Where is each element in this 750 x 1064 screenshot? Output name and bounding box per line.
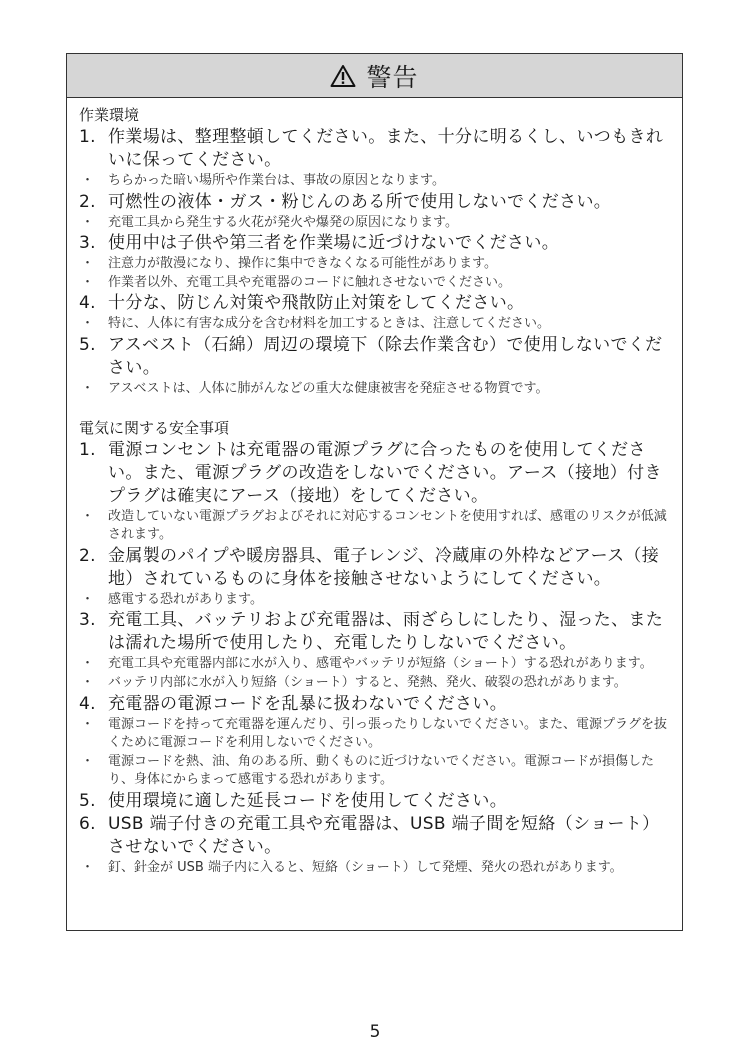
- item-note: [79, 508, 672, 545]
- item-note: [79, 274, 672, 293]
- section-title: 電気に関する安全事項: [79, 418, 230, 437]
- item-number: 3.: [79, 233, 96, 254]
- note-bullet: ・: [81, 716, 95, 732]
- note-text: バッテリ内部に水が入り短絡（ショート）すると、発熱、発火、破裂の恐れがあります。: [108, 674, 627, 690]
- note-text: 充電工具や充電器内部に水が入り、感電やバッテリが短絡（ショート）する恐れがあります。: [108, 656, 653, 672]
- item-note: [79, 255, 672, 274]
- item-number: 5.: [79, 790, 96, 811]
- item-number: 4.: [79, 293, 96, 314]
- item-text: 使用環境に適した延長コードを使用してください。: [108, 790, 508, 811]
- note-bullet: ・: [81, 656, 95, 672]
- note-text: 感電する恐れがあります。: [108, 591, 263, 607]
- note-text: 作業者以外、充電工具や充電器のコードに触れさせないでください。: [108, 274, 512, 290]
- note-bullet: ・: [81, 508, 95, 524]
- item-number: 5.: [79, 334, 96, 355]
- section-title: 作業環境: [79, 106, 140, 124]
- note-text: 充電工具から発生する火花が発火や爆発の原因になります。: [108, 214, 458, 230]
- item-text: 充電工具、バッテリおよび充電器は、雨ざらしにしたり、湿った、または濡れた場所で使用したり、充電したりしないでください。: [108, 610, 664, 654]
- warning-title: 警告: [366, 62, 419, 92]
- note-text: 電源コードを持って充電器を運んだり、引っ張ったりしないでください。また、電源プラグを抜くために電源コードを利用しないでください。: [108, 716, 668, 751]
- item-text: 十分な、防じん対策や飛散防止対策をしてください。: [108, 293, 525, 314]
- note-bullet: ・: [81, 256, 95, 272]
- item-number: 1.: [79, 439, 96, 460]
- warning-item: [79, 126, 672, 172]
- note-bullet: ・: [81, 274, 95, 290]
- item-note: [79, 753, 672, 790]
- warning-header: [67, 54, 682, 98]
- note-bullet: ・: [81, 753, 95, 769]
- note-text: ちらかった暗い場所や作業台は、事故の原因となります。: [108, 173, 445, 188]
- page-number: 5: [369, 1022, 381, 1042]
- warning-content: [67, 98, 682, 878]
- item-number: 1.: [79, 127, 96, 147]
- item-text: 金属製のパイプや暖房器具、電子レンジ、冷蔵庫の外枠などアース（接地）されているものに身体を接触させないようにしてください。: [108, 545, 660, 589]
- warning-item: [79, 232, 672, 255]
- section: [79, 418, 672, 878]
- item-text: 充電器の電源コードを乱暴に扱わないでください。: [108, 693, 508, 714]
- warning-item: [79, 693, 672, 716]
- item-note: [79, 315, 672, 334]
- warning-item: [79, 609, 672, 655]
- warning-item: [79, 191, 672, 214]
- note-bullet: ・: [81, 859, 95, 875]
- note-text: 電源コードを熱、油、角のある所、動くものに近づけないでください。電源コードが損傷したり、身体にからまって感電する恐れがあります。: [108, 753, 655, 788]
- warning-box: [66, 53, 683, 931]
- note-text: 特に、人体に有害な成分を含む材料を加工するときは、注意してください。: [108, 316, 551, 332]
- item-text: 作業場は、整理整頓してください。また、十分に明るくし、いつもきれいに保ってください。: [108, 127, 664, 170]
- note-bullet: ・: [81, 591, 95, 607]
- item-number: 4.: [79, 693, 96, 714]
- item-note: [79, 674, 672, 693]
- note-bullet: ・: [81, 380, 95, 396]
- note-text: 改造していない電源プラグおよびそれに対応するコンセントを使用すれば、感電のリスクが低減されます。: [108, 508, 667, 543]
- note-text: 釘、針金が USB 端子内に入ると、短絡（ショート）して発煙、発火の恐れがあります。: [108, 859, 623, 875]
- note-text: 注意力が散漫になり、操作に集中できなくなる可能性があります。: [108, 256, 497, 272]
- item-text: USB 端子付きの充電工具や充電器は、USB 端子間を短絡（ショート）させないでください。: [108, 813, 660, 857]
- item-number: 3.: [79, 610, 96, 631]
- item-note: [79, 172, 672, 191]
- item-note: [79, 591, 672, 610]
- item-number: 2.: [79, 545, 96, 566]
- warning-triangle-icon: [330, 64, 356, 88]
- item-number: 6.: [79, 813, 96, 834]
- note-bullet: ・: [81, 173, 95, 188]
- item-number: 2.: [79, 191, 96, 212]
- warning-item: [79, 545, 672, 591]
- item-text: 使用中は子供や第三者を作業場に近づけないでください。: [108, 233, 560, 254]
- item-text: アスベスト（石綿）周辺の環境下（除去作業含む）で使用しないでください。: [108, 334, 663, 378]
- warning-item: [79, 334, 672, 380]
- item-note: [79, 716, 672, 753]
- note-text: アスベストは、人体に肺がんなどの重大な健康被害を発症させる物質です。: [108, 380, 549, 396]
- note-bullet: ・: [81, 214, 95, 230]
- item-note: [79, 380, 672, 399]
- item-note: [79, 859, 672, 878]
- item-text: 可燃性の液体・ガス・粉じんのある所で使用しないでください。: [108, 191, 612, 212]
- warning-item: [79, 439, 672, 508]
- item-note: [79, 214, 672, 233]
- note-bullet: ・: [81, 674, 95, 690]
- warning-item: [79, 292, 672, 315]
- warning-item: [79, 790, 672, 813]
- item-text: 電源コンセントは充電器の電源プラグに合ったものを使用してください。また、電源プラグの改造をしないでください。アース（接地）付きプラグは確実にアース（接地）をしてください。: [108, 439, 662, 506]
- warning-item: [79, 813, 672, 859]
- item-note: [79, 655, 672, 674]
- note-bullet: ・: [81, 316, 95, 332]
- section: [79, 105, 672, 399]
